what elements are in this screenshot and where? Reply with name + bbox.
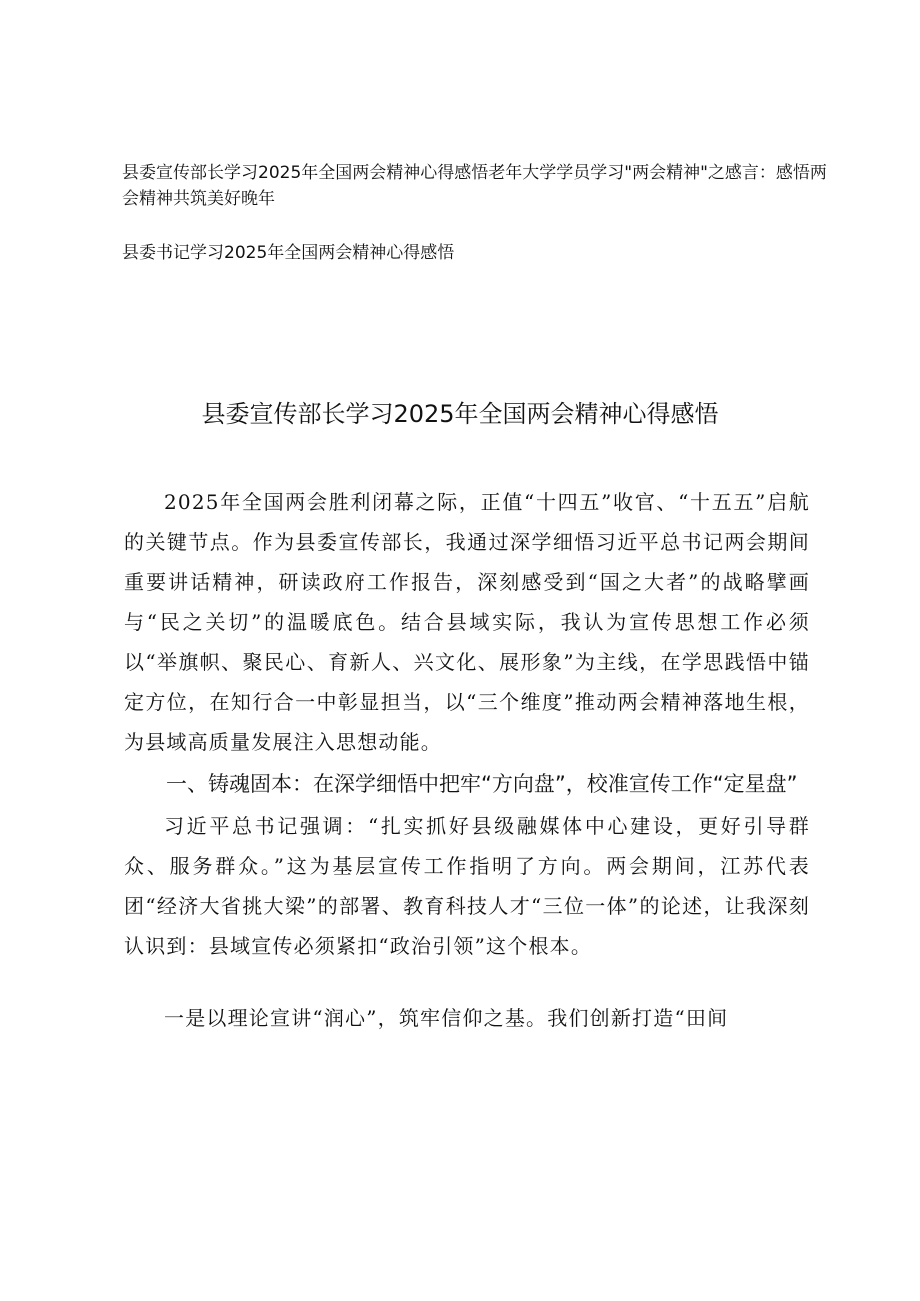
- table-of-contents: [122, 160, 842, 294]
- point-paragraph: 一是以理论宣讲“润心”，筑牢信仰之基。我们创新打造“田间: [164, 1006, 729, 1030]
- toc-item[interactable]: 县委书记学习2025年全国两会精神心得感悟: [122, 243, 455, 263]
- section-heading: 一、铸魂固本：在深学细悟中把牢“方向盘”，校准宣传工作“定星盘”: [166, 772, 798, 796]
- section-paragraph: 习近平总书记强调：“扎实抓好县级融媒体中心建设，更好引导群众、服务群众。”这为基层宣传工作指明了方向。两会期间，江苏代表团“经济大省挑大梁”的部署、教育科技人才“三位一体”的论述，让我深刻认识到：县域宣传必须紧扣“政治引领”这个根本。: [124, 814, 810, 958]
- document-body: [124, 482, 810, 1038]
- toc-item[interactable]: 县委宣传部长学习2025年全国两会精神心得感悟老年大学学员学习"两会精神"之感言：感悟两会精神共筑美好晚年: [122, 163, 827, 209]
- document-title: 县委宣传部长学习2025年全国两会精神心得感悟: [201, 400, 719, 428]
- intro-paragraph: 2025年全国两会胜利闭幕之际，正值“十四五”收官、“十五五”启航的关键节点。作为县委宣传部长，我通过深学细悟习近平总书记两会期间重要讲话精神，研读政府工作报告，深刻感受到“国之大者”的战略擘画与“民之关切”的温暖底色。结合县域实际，我认为宣传思想工作必须以“举旗帜、聚民心、育新人、兴文化、展形象”为主线，在学思践悟中锚定方位，在知行合一中彰显担当，以“三个维度”推动两会精神落地生根，为县域高质量发展注入思想动能。: [124, 490, 810, 754]
